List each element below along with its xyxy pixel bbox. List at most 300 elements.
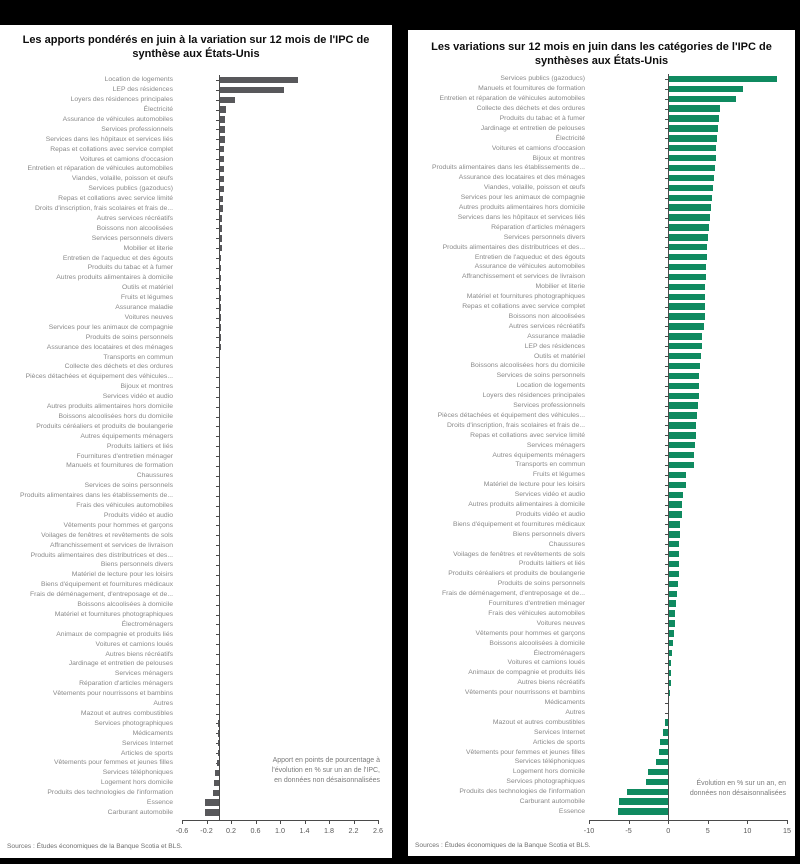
bar bbox=[668, 393, 698, 399]
category-label: Réparation d'articles ménagers bbox=[491, 223, 585, 231]
x-axis-tick-label: 2.2 bbox=[348, 826, 359, 835]
category-label: Services photographiques bbox=[94, 719, 173, 727]
category-label: Voilages de fenêtres et revêtements de sols bbox=[453, 550, 585, 558]
category-label: Essence bbox=[558, 807, 585, 815]
bar bbox=[668, 214, 710, 220]
category-label: Viandes, volaille, poisson et œufs bbox=[483, 184, 585, 192]
bar-row bbox=[0, 481, 392, 491]
category-label: Essence bbox=[146, 799, 173, 807]
category-label: Services ménagers bbox=[526, 441, 585, 449]
category-label: Boissons alcoolisées hors du domicile bbox=[470, 362, 585, 370]
left-chart-axis-note: Apport en points de pourcentage à l'évolution en % sur un an de l'IPC, en données non désaisonnalisées bbox=[271, 757, 380, 784]
category-label: Électroménagers bbox=[533, 649, 585, 657]
x-axis-tick-label: -10 bbox=[583, 826, 595, 835]
category-label: Entretien et réparation de véhicules automobiles bbox=[439, 95, 585, 103]
bar-row bbox=[408, 549, 795, 559]
x-axis-tick-label: 1.4 bbox=[299, 826, 310, 835]
bar-row bbox=[408, 351, 795, 361]
bar-row bbox=[0, 570, 392, 580]
category-label: Vêtements pour nourrissons et bambins bbox=[52, 690, 173, 698]
category-label: Matériel de lecture pour les loisirs bbox=[71, 571, 173, 579]
category-label: Autres produits alimentaires à domicile bbox=[56, 274, 173, 282]
category-label: Entretien et réparation de véhicules automobiles bbox=[27, 165, 173, 173]
bar bbox=[668, 254, 707, 260]
bar bbox=[219, 97, 236, 103]
bar bbox=[668, 284, 705, 290]
bar bbox=[668, 125, 718, 131]
category-label: Outils et matériel bbox=[534, 352, 585, 360]
category-label: Mobilier et literie bbox=[123, 244, 173, 252]
x-axis-tick-label: 0.2 bbox=[226, 826, 236, 835]
x-axis-tick bbox=[354, 820, 355, 824]
bar bbox=[668, 353, 700, 359]
bar-row bbox=[408, 153, 795, 163]
right-chart-title: Les variations sur 12 mois en juin dans les catégories de l'IPC de synthèses aux États-Unis bbox=[431, 41, 772, 67]
category-label: Pièces détachées et équipement des véhicules... bbox=[437, 411, 585, 419]
bar bbox=[668, 105, 719, 111]
bar-row bbox=[0, 659, 392, 669]
bar-row bbox=[0, 689, 392, 699]
bar bbox=[619, 798, 668, 804]
bar-row bbox=[0, 115, 392, 125]
bar-row bbox=[408, 173, 795, 183]
bar-row bbox=[408, 599, 795, 609]
bar-row bbox=[0, 431, 392, 441]
category-label: Droits d'inscription, frais scolaires et frais de... bbox=[34, 205, 173, 213]
category-label: Services pour les animaux de compagnie bbox=[460, 194, 585, 202]
category-label: Animaux de compagnie et produits liés bbox=[56, 630, 173, 638]
bar-row bbox=[408, 440, 795, 450]
category-label: Services dans les hôpitaux et services liés bbox=[45, 135, 173, 143]
bar-row bbox=[408, 579, 795, 589]
category-label: Autres équipements ménagers bbox=[80, 432, 173, 440]
x-axis-tick-label: 1.0 bbox=[275, 826, 285, 835]
bar-row bbox=[0, 639, 392, 649]
category-label: Mazout et autres combustibles bbox=[80, 709, 173, 717]
bar-row bbox=[408, 312, 795, 322]
category-label: Boissons alcoolisées à domicile bbox=[77, 601, 173, 609]
bar-row bbox=[408, 252, 795, 262]
bar-row bbox=[408, 559, 795, 569]
x-axis-tick-label: -0.2 bbox=[200, 826, 213, 835]
x-axis-tick bbox=[256, 820, 257, 824]
category-label: Autres biens récréatifs bbox=[517, 679, 585, 687]
bar-row bbox=[408, 143, 795, 153]
bar-row bbox=[0, 85, 392, 95]
bar-row bbox=[408, 361, 795, 371]
category-label: Voitures et camions d'occasion bbox=[491, 144, 585, 152]
bar-row bbox=[0, 649, 392, 659]
category-label: Carburant automobile bbox=[107, 808, 173, 816]
bar-row bbox=[408, 232, 795, 242]
x-axis-tick-label: 5 bbox=[705, 826, 710, 835]
bar bbox=[668, 195, 712, 201]
bar-row bbox=[0, 293, 392, 303]
bar bbox=[205, 799, 218, 805]
bar bbox=[659, 749, 669, 755]
bar-row bbox=[408, 223, 795, 233]
bar-row bbox=[408, 718, 795, 728]
bar-row bbox=[0, 788, 392, 798]
bar-row bbox=[408, 589, 795, 599]
bar-row bbox=[0, 560, 392, 570]
category-label: Produits céréaliers et produits de boulangerie bbox=[448, 570, 585, 578]
bar bbox=[668, 432, 695, 438]
bar-row bbox=[0, 728, 392, 738]
bar-row bbox=[408, 381, 795, 391]
category-label: Services Internet bbox=[534, 728, 585, 736]
bar-row bbox=[0, 620, 392, 630]
category-label: Autres services récréatifs bbox=[96, 214, 173, 222]
x-axis-tick-label: 2.6 bbox=[373, 826, 383, 835]
bar-row bbox=[0, 382, 392, 392]
bar bbox=[656, 759, 669, 765]
bar bbox=[205, 809, 219, 815]
bar bbox=[668, 115, 719, 121]
bar bbox=[668, 402, 698, 408]
category-label: Services téléphoniques bbox=[102, 769, 173, 777]
category-label: Produits des technologies de l'information bbox=[47, 789, 173, 797]
bar-row bbox=[0, 243, 392, 253]
category-label: Collecte des déchets et des ordures bbox=[64, 363, 173, 371]
bar bbox=[668, 541, 679, 547]
bar bbox=[668, 264, 706, 270]
bar-row bbox=[408, 133, 795, 143]
left-chart-panel bbox=[0, 25, 392, 858]
category-label: Services de soins personnels bbox=[84, 482, 173, 490]
bar bbox=[668, 135, 717, 141]
bar-row bbox=[0, 392, 392, 402]
bar-row bbox=[0, 362, 392, 372]
bar-row bbox=[408, 648, 795, 658]
category-label: Services dans les hôpitaux et services liés bbox=[457, 213, 585, 221]
bar-row bbox=[408, 450, 795, 460]
category-label: Assurance des locataires et des ménages bbox=[458, 174, 585, 182]
bar-row bbox=[0, 471, 392, 481]
category-label: Autres bbox=[565, 708, 585, 716]
category-label: Vêtements pour hommes et garçons bbox=[475, 629, 585, 637]
category-label: Assurance maladie bbox=[527, 332, 585, 340]
bar-row bbox=[408, 688, 795, 698]
bar-row bbox=[408, 203, 795, 213]
category-label: Boissons non alcoolisées bbox=[508, 312, 585, 320]
bar-row bbox=[0, 194, 392, 204]
bar-row bbox=[408, 737, 795, 747]
bar-row bbox=[0, 719, 392, 729]
bar-row bbox=[0, 461, 392, 471]
category-label: Chaussures bbox=[136, 472, 173, 480]
category-label: Autres services récréatifs bbox=[508, 322, 585, 330]
bar bbox=[668, 511, 681, 517]
bar-row bbox=[408, 104, 795, 114]
bar bbox=[219, 106, 226, 112]
category-label: Services publics (gazoducs) bbox=[500, 75, 585, 83]
bar bbox=[668, 96, 736, 102]
bar-row bbox=[408, 609, 795, 619]
bar bbox=[668, 472, 686, 478]
category-label: Fournitures d'entretien ménager bbox=[488, 600, 585, 608]
bar-row bbox=[408, 94, 795, 104]
bar-row bbox=[408, 331, 795, 341]
category-label: Manuels et fournitures de formation bbox=[478, 85, 585, 93]
bar bbox=[668, 561, 679, 567]
bar bbox=[668, 303, 705, 309]
x-axis-tick bbox=[589, 820, 590, 824]
category-label: Outils et matériel bbox=[122, 284, 173, 292]
bar-row bbox=[408, 490, 795, 500]
bar bbox=[648, 769, 668, 775]
category-label: Repas et collations avec service limité bbox=[470, 431, 585, 439]
category-label: Services professionnels bbox=[513, 402, 585, 410]
category-label: Produits alimentaires dans les établissements de... bbox=[431, 164, 585, 172]
category-label: Autres bbox=[153, 700, 173, 708]
bar bbox=[668, 373, 699, 379]
bar-row bbox=[0, 233, 392, 243]
bar-row bbox=[0, 263, 392, 273]
bar-row bbox=[0, 352, 392, 362]
x-axis-tick-label: 1.8 bbox=[324, 826, 334, 835]
bar-row bbox=[408, 430, 795, 440]
bar-row bbox=[408, 698, 795, 708]
x-axis-tick bbox=[787, 820, 788, 824]
category-label: Fruits et légumes bbox=[120, 294, 173, 302]
category-label: Produits des technologies de l'information bbox=[459, 788, 585, 796]
x-axis-tick-label: 0.6 bbox=[250, 826, 261, 835]
category-label: Pièces détachées et équipement des véhicules... bbox=[25, 373, 173, 381]
bar bbox=[668, 581, 678, 587]
category-label: Manuels et fournitures de formation bbox=[66, 462, 173, 470]
category-label: Services professionnels bbox=[101, 125, 173, 133]
bar-row bbox=[408, 539, 795, 549]
bar-row bbox=[408, 411, 795, 421]
bar-row bbox=[0, 125, 392, 135]
category-label: Boissons alcoolisées à domicile bbox=[489, 639, 585, 647]
category-label: Biens personnels divers bbox=[100, 561, 173, 569]
zero-axis-line bbox=[668, 74, 669, 821]
x-axis-tick bbox=[207, 820, 208, 824]
category-label: Articles de sports bbox=[120, 749, 173, 757]
category-label: Voitures neuves bbox=[124, 313, 173, 321]
bar-row bbox=[408, 529, 795, 539]
bar-row bbox=[0, 253, 392, 263]
category-label: Fruits et légumes bbox=[532, 471, 585, 479]
category-label: Biens d'équipement et fournitures médicaux bbox=[452, 520, 585, 528]
bar-row bbox=[0, 204, 392, 214]
bar-row bbox=[408, 371, 795, 381]
bar-row bbox=[0, 412, 392, 422]
bar-row bbox=[408, 757, 795, 767]
bar bbox=[668, 551, 679, 557]
category-label: Repas et collations avec service complet bbox=[50, 145, 173, 153]
x-axis-tick-label: 0 bbox=[666, 826, 671, 835]
bar-row bbox=[408, 480, 795, 490]
bar bbox=[668, 521, 680, 527]
category-label: Vêtements pour hommes et garçons bbox=[63, 521, 173, 529]
category-label: Produits alimentaires dans les établissements de... bbox=[19, 492, 173, 500]
bar-row bbox=[0, 590, 392, 600]
bar-row bbox=[408, 84, 795, 94]
bar-row bbox=[0, 342, 392, 352]
x-axis-tick bbox=[378, 820, 379, 824]
category-label: Services de soins personnels bbox=[496, 372, 585, 380]
bar bbox=[219, 116, 226, 122]
category-label: Produits alimentaires des distributrices et des... bbox=[30, 551, 173, 559]
x-axis-tick-label: 10 bbox=[743, 826, 752, 835]
bar-row bbox=[408, 322, 795, 332]
category-label: Autres produits alimentaires à domicile bbox=[468, 501, 585, 509]
category-label: Collecte des déchets et des ordures bbox=[476, 105, 585, 113]
bar-row bbox=[0, 798, 392, 808]
bar-row bbox=[408, 807, 795, 817]
right-chart-axis-note: Évolution en % sur un an, en données non désaisonnalisées bbox=[689, 780, 786, 797]
category-label: Viandes, volaille, poisson et œufs bbox=[71, 175, 173, 183]
bar-row bbox=[408, 401, 795, 411]
category-label: Services vidéo et audio bbox=[102, 393, 173, 401]
x-axis-tick bbox=[280, 820, 281, 824]
right-chart-panel bbox=[408, 30, 795, 856]
category-label: Repas et collations avec service limité bbox=[58, 195, 173, 203]
bar bbox=[668, 531, 679, 537]
bar bbox=[668, 333, 702, 339]
bar-row bbox=[408, 470, 795, 480]
bar-row bbox=[0, 778, 392, 788]
category-label: Vêtements pour femmes et jeunes filles bbox=[53, 759, 173, 767]
category-label: Assurance des locataires et des ménages bbox=[46, 343, 173, 351]
bar-row bbox=[0, 283, 392, 293]
category-label: Fournitures d'entretien ménager bbox=[76, 452, 173, 460]
bar-row bbox=[0, 748, 392, 758]
category-label: Animaux de compagnie et produits liés bbox=[468, 669, 585, 677]
category-label: Produits vidéo et audio bbox=[515, 510, 585, 518]
bar-row bbox=[408, 213, 795, 223]
bar-row bbox=[0, 323, 392, 333]
category-label: Services pour les animaux de compagnie bbox=[48, 323, 173, 331]
bar bbox=[668, 86, 742, 92]
bar-row bbox=[408, 569, 795, 579]
category-label: Voitures et camions loués bbox=[95, 640, 173, 648]
category-label: Services photographiques bbox=[506, 778, 585, 786]
bar-row bbox=[0, 669, 392, 679]
bar-row bbox=[0, 184, 392, 194]
bar-row bbox=[0, 530, 392, 540]
left-chart-title: Les apports pondérés en juin à la variation sur 12 mois de l'IPC de synthèse aux États-Unis bbox=[22, 34, 370, 60]
bar-row bbox=[0, 402, 392, 412]
bar-row bbox=[408, 421, 795, 431]
category-label: Produits alimentaires des distributrices et des... bbox=[442, 243, 585, 251]
bar-row bbox=[408, 787, 795, 797]
category-label: Frais des véhicules automobiles bbox=[488, 609, 585, 617]
category-label: Loyers des résidences principales bbox=[70, 96, 173, 104]
category-label: Assurance de véhicules automobiles bbox=[62, 115, 173, 123]
bar-row bbox=[408, 678, 795, 688]
bar-row bbox=[408, 628, 795, 638]
bar bbox=[668, 175, 714, 181]
bar-row bbox=[0, 580, 392, 590]
bar-row bbox=[0, 441, 392, 451]
left-chart-source: Sources : Études économiques de la Banque Scotia et BLS. bbox=[7, 843, 183, 850]
bar bbox=[668, 145, 716, 151]
category-label: Médicaments bbox=[544, 699, 585, 707]
bar-row bbox=[0, 808, 392, 818]
bar-row bbox=[0, 511, 392, 521]
category-label: Biens d'équipement et fournitures médicaux bbox=[40, 581, 173, 589]
category-label: Voitures et camions d'occasion bbox=[79, 155, 173, 163]
category-label: Produits laitiers et liés bbox=[518, 560, 585, 568]
x-axis-tick-label: 15 bbox=[783, 826, 791, 835]
category-label: Loyers des résidences principales bbox=[482, 392, 585, 400]
bar-row bbox=[0, 610, 392, 620]
bar bbox=[668, 571, 679, 577]
bar bbox=[668, 492, 683, 498]
category-label: Autres équipements ménagers bbox=[492, 451, 585, 459]
category-label: Location de logements bbox=[516, 382, 585, 390]
bar-row bbox=[0, 501, 392, 511]
bar-row bbox=[0, 600, 392, 610]
bar-row bbox=[0, 629, 392, 639]
bar-row bbox=[408, 272, 795, 282]
category-label: Électricité bbox=[143, 106, 173, 114]
bar bbox=[668, 76, 777, 82]
bar bbox=[668, 313, 704, 319]
bar-row bbox=[408, 638, 795, 648]
category-label: Frais des véhicules automobiles bbox=[76, 502, 173, 510]
bar-row bbox=[408, 510, 795, 520]
bar bbox=[668, 610, 675, 616]
x-axis-tick bbox=[668, 820, 669, 824]
bar-row bbox=[0, 768, 392, 778]
bar bbox=[627, 789, 668, 795]
bar bbox=[668, 363, 700, 369]
bar bbox=[668, 462, 693, 468]
bar-row bbox=[0, 699, 392, 709]
category-label: LEP des résidences bbox=[524, 342, 585, 350]
category-label: Biens personnels divers bbox=[512, 530, 585, 538]
bar-row bbox=[408, 727, 795, 737]
category-label: Chaussures bbox=[548, 540, 585, 548]
x-axis-tick bbox=[629, 820, 630, 824]
bar-row bbox=[0, 521, 392, 531]
category-label: Électroménagers bbox=[121, 620, 173, 628]
category-label: Produits du tabac et à fumer bbox=[499, 114, 585, 122]
bar bbox=[668, 422, 696, 428]
bar bbox=[668, 244, 707, 250]
x-axis-tick bbox=[305, 820, 306, 824]
bar-row bbox=[408, 658, 795, 668]
bar bbox=[668, 323, 704, 329]
category-label: Matériel de lecture pour les loisirs bbox=[483, 481, 585, 489]
bar bbox=[668, 204, 711, 210]
bar bbox=[668, 165, 715, 171]
category-label: Location de logements bbox=[104, 76, 173, 84]
bar-row bbox=[0, 224, 392, 234]
bar-row bbox=[0, 422, 392, 432]
bar bbox=[646, 779, 668, 785]
x-axis-tick bbox=[747, 820, 748, 824]
x-axis-tick bbox=[329, 820, 330, 824]
bar-row bbox=[0, 273, 392, 283]
category-label: Entretien de l'aqueduc et des égouts bbox=[62, 254, 173, 262]
bar bbox=[668, 185, 712, 191]
bar bbox=[668, 343, 702, 349]
bar-row bbox=[408, 183, 795, 193]
category-label: Autres produits alimentaires hors domicile bbox=[46, 403, 173, 411]
bar bbox=[219, 77, 299, 83]
right-chart-source: Sources : Études économiques de la Banque Scotia et BLS. bbox=[415, 842, 591, 849]
bar-row bbox=[408, 767, 795, 777]
bar-row bbox=[408, 619, 795, 629]
bar bbox=[668, 482, 686, 488]
bar-row bbox=[0, 738, 392, 748]
